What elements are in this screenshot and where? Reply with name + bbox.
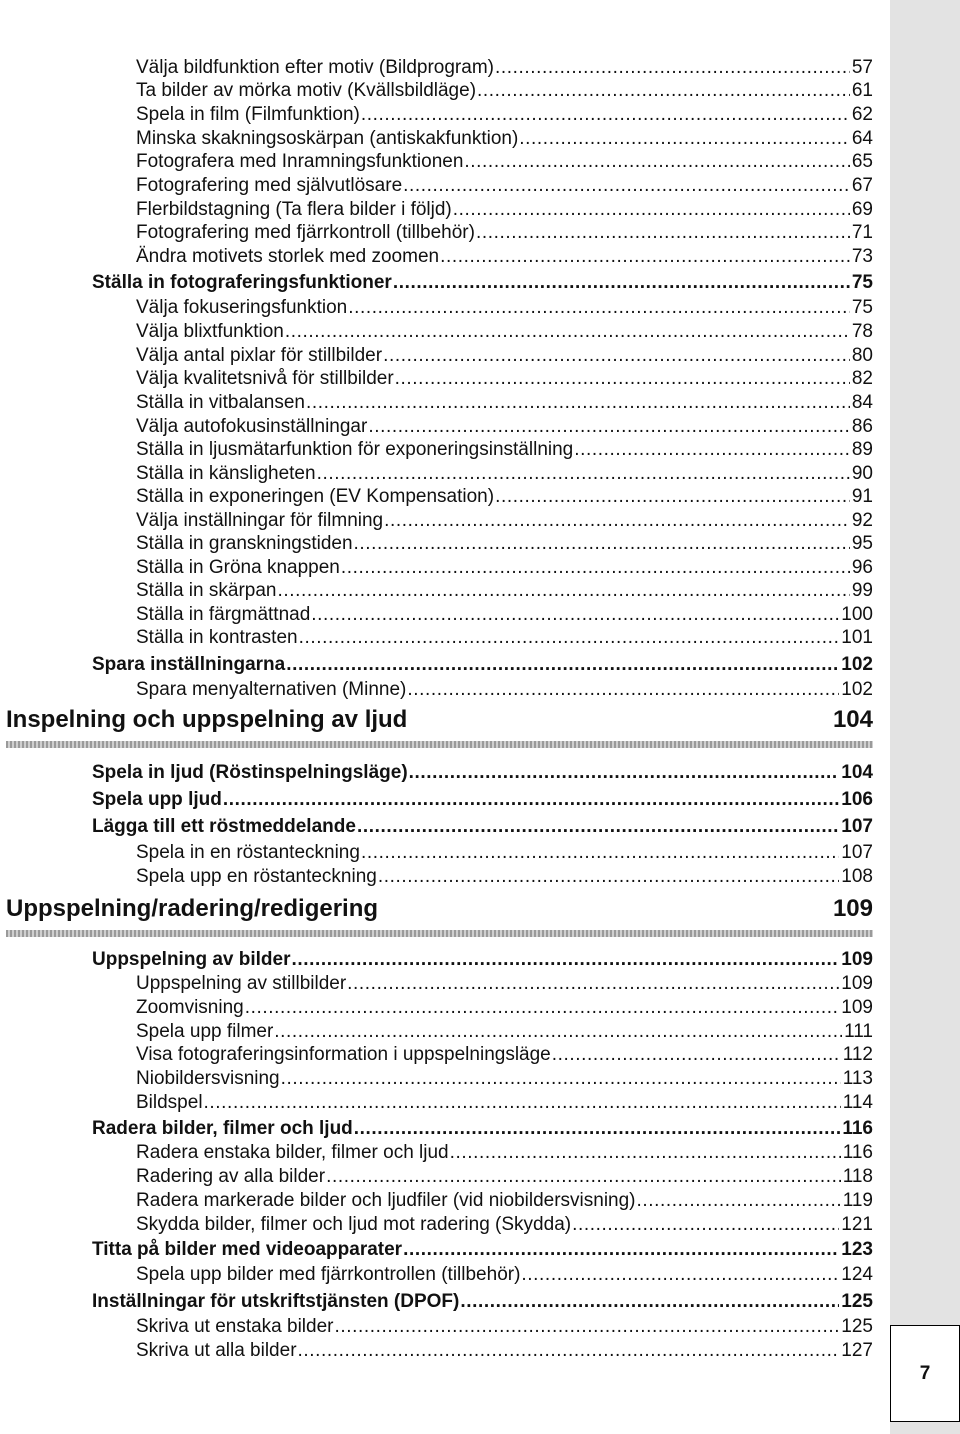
dot-leader	[354, 533, 850, 555]
dot-leader	[460, 1291, 839, 1313]
entry-title: Minska skakningsoskärpan (antiskakfunktion)	[136, 128, 519, 149]
entry-title: Zoomvisning	[136, 997, 244, 1018]
entry-title: Skriva ut alla bilder	[136, 1340, 297, 1361]
entry-page: 107	[841, 816, 873, 837]
entry-page: 80	[851, 345, 873, 366]
entry-page: 69	[851, 199, 873, 220]
toc-entry[interactable]	[136, 1264, 873, 1286]
toc-section-entry[interactable]	[92, 1291, 873, 1313]
toc-entry[interactable]	[136, 1190, 873, 1212]
toc-entry[interactable]	[136, 1044, 873, 1066]
entry-title: Spela in en röstanteckning	[136, 842, 360, 863]
toc-entry[interactable]	[136, 679, 873, 701]
dot-leader	[521, 1264, 839, 1286]
entry-title: Spela in ljud (Röstinspelningsläge)	[92, 762, 408, 783]
dot-leader	[378, 866, 839, 888]
toc-entry[interactable]	[136, 199, 873, 221]
dot-leader	[277, 580, 849, 602]
entry-page: 121	[841, 1214, 873, 1235]
toc-entry[interactable]	[136, 1166, 873, 1188]
entry-title: Ändra motivets storlek med zoomen	[136, 246, 440, 267]
toc-entry[interactable]	[136, 1316, 873, 1338]
toc-entry[interactable]	[136, 57, 873, 79]
dot-leader	[298, 1340, 840, 1362]
entry-page: 82	[851, 368, 873, 389]
entry-page: 99	[851, 580, 873, 601]
toc-entry[interactable]	[136, 439, 873, 461]
toc-section-entry[interactable]	[92, 949, 873, 971]
entry-title: Välja kvalitetsnivå för stillbilder	[136, 368, 394, 389]
entry-title: Ställa in fotograferingsfunktioner	[92, 272, 392, 293]
entry-page: 57	[851, 57, 873, 78]
dot-leader	[495, 57, 850, 79]
toc-entry[interactable]	[136, 1092, 873, 1114]
entry-page: 125	[841, 1291, 873, 1312]
toc-entry[interactable]	[136, 297, 873, 319]
dot-leader	[285, 321, 850, 343]
toc-entry[interactable]	[136, 151, 873, 173]
toc-entry[interactable]	[136, 866, 873, 888]
entry-title: Fotografera med Inramningsfunktionen	[136, 151, 464, 172]
entry-page: 89	[851, 439, 873, 460]
dot-leader	[476, 222, 850, 244]
entry-title: Flerbildstagning (Ta flera bilder i följd)	[136, 199, 452, 220]
chapter-title: Inspelning och uppspelning av ljud	[6, 706, 408, 733]
dot-leader	[361, 104, 850, 126]
entry-title: Titta på bilder med videoapparater	[92, 1239, 403, 1260]
entry-title: Välja fokuseringsfunktion	[136, 297, 348, 318]
entry-page: 91	[851, 486, 873, 507]
dot-leader	[326, 1166, 841, 1188]
entry-page: 84	[851, 392, 873, 413]
dot-leader	[395, 368, 850, 390]
chapter-rule	[6, 741, 873, 748]
entry-title: Spela upp ljud	[92, 789, 222, 810]
toc-entry[interactable]	[136, 1068, 873, 1090]
entry-page: 86	[851, 416, 873, 437]
toc-section-entry[interactable]	[92, 272, 873, 294]
entry-page: 96	[851, 557, 873, 578]
entry-title: Spela upp filmer	[136, 1021, 274, 1042]
dot-leader	[348, 297, 850, 319]
entry-page: 73	[851, 246, 873, 267]
entry-page: 127	[841, 1340, 873, 1361]
toc-entry[interactable]	[136, 1214, 873, 1236]
dot-leader	[407, 679, 839, 701]
dot-leader	[409, 762, 840, 784]
entry-title: Fotografering med fjärrkontroll (tillbehör)	[136, 222, 475, 243]
dot-leader	[311, 604, 839, 626]
dot-leader	[299, 627, 840, 649]
entry-title: Ställa in Gröna knappen	[136, 557, 340, 578]
entry-title: Radera enstaka bilder, filmer och ljud	[136, 1142, 449, 1163]
entry-title: Uppspelning av bilder	[92, 949, 291, 970]
toc-section-entry[interactable]	[92, 1118, 873, 1140]
dot-leader	[383, 345, 850, 367]
toc-entry[interactable]	[136, 842, 873, 864]
chapter-heading[interactable]	[6, 706, 873, 734]
entry-title: Ställa in vitbalansen	[136, 392, 305, 413]
entry-title: Spara inställningarna	[92, 654, 286, 675]
dot-leader	[519, 128, 850, 150]
entry-title: Bildspel	[136, 1092, 203, 1113]
entry-title: Spara menyalternativen (Minne)	[136, 679, 407, 700]
toc-entry[interactable]	[136, 175, 873, 197]
entry-page: 104	[841, 762, 873, 783]
entry-page: 116	[842, 1118, 873, 1139]
dot-leader	[384, 510, 850, 532]
page-number: 7	[919, 1362, 931, 1384]
page-number-tab	[890, 1325, 960, 1422]
dot-leader	[403, 1239, 839, 1261]
dot-leader	[306, 392, 850, 414]
entry-page: 125	[841, 1316, 873, 1337]
entry-title: Ta bilder av mörka motiv (Kvällsbildläge)	[136, 80, 477, 101]
entry-page: 90	[851, 463, 873, 484]
dot-leader	[464, 151, 849, 173]
chapter-page: 109	[832, 895, 873, 922]
dot-leader	[286, 654, 839, 676]
entry-title: Fotografering med självutlösare	[136, 175, 403, 196]
entry-page: 109	[841, 973, 873, 994]
toc-entry[interactable]	[136, 345, 873, 367]
entry-title: Radering av alla bilder	[136, 1166, 326, 1187]
entry-page: 61	[851, 80, 873, 101]
entry-page: 71	[851, 222, 873, 243]
entry-title: Välja bildfunktion efter motiv (Bildprogram)	[136, 57, 494, 78]
dot-leader	[341, 557, 850, 579]
entry-title: Ställa in kontrasten	[136, 627, 298, 648]
toc-entry[interactable]	[136, 486, 873, 508]
toc-entry[interactable]	[136, 222, 873, 244]
entry-page: 118	[842, 1166, 873, 1187]
entry-page: 113	[842, 1068, 873, 1089]
dot-leader	[574, 439, 850, 461]
dot-leader	[450, 1142, 841, 1164]
entry-page: 116	[842, 1142, 873, 1163]
dot-leader	[440, 246, 850, 268]
toc-entry[interactable]	[136, 321, 873, 343]
entry-title: Radera markerade bilder och ljudfiler (vid niobildersvisning)	[136, 1190, 636, 1211]
toc-section-entry[interactable]	[92, 816, 873, 838]
dot-leader	[477, 80, 850, 102]
entry-title: Ställa in granskningstiden	[136, 533, 353, 554]
entry-title: Skydda bilder, filmer och ljud mot radering (Skydda)	[136, 1214, 572, 1235]
entry-title: Spela upp bilder med fjärrkontrollen (tillbehör)	[136, 1264, 521, 1285]
entry-title: Spela in film (Filmfunktion)	[136, 104, 360, 125]
side-strip	[890, 0, 960, 1434]
chapter-rule	[6, 930, 873, 937]
toc-entry[interactable]	[136, 627, 873, 649]
entry-title: Ställa in färgmättnad	[136, 604, 311, 625]
dot-leader	[281, 1068, 841, 1090]
toc-entry[interactable]	[136, 580, 873, 602]
dot-leader	[357, 816, 839, 838]
entry-title: Ställa in exponeringen (EV Kompensation)	[136, 486, 495, 507]
entry-title: Spela upp en röstanteckning	[136, 866, 377, 887]
entry-title: Välja blixtfunktion	[136, 321, 284, 342]
entry-title: Radera bilder, filmer och ljud	[92, 1118, 353, 1139]
toc-entry[interactable]	[136, 1142, 873, 1164]
toc-entry[interactable]	[136, 463, 873, 485]
entry-page: 95	[851, 533, 873, 554]
toc-entry[interactable]	[136, 973, 873, 995]
toc-entry[interactable]	[136, 80, 873, 102]
entry-title: Skriva ut enstaka bilder	[136, 1316, 334, 1337]
dot-leader	[223, 789, 839, 811]
entry-page: 102	[841, 654, 873, 675]
entry-page: 78	[851, 321, 873, 342]
toc-entry[interactable]	[136, 368, 873, 390]
dot-leader	[453, 199, 850, 221]
toc-entry[interactable]	[136, 392, 873, 414]
entry-page: 75	[851, 297, 873, 318]
chapter-page: 104	[832, 706, 873, 733]
dot-leader	[495, 486, 850, 508]
toc-entry[interactable]	[136, 533, 873, 555]
entry-title: Ställa in känsligheten	[136, 463, 316, 484]
entry-page: 109	[841, 997, 873, 1018]
entry-page: 114	[842, 1092, 873, 1113]
entry-page: 75	[851, 272, 873, 293]
entry-page: 65	[851, 151, 873, 172]
entry-page: 106	[841, 789, 873, 810]
dot-leader	[361, 842, 839, 864]
entry-title: Inställningar för utskriftstjänsten (DPOF)	[92, 1291, 460, 1312]
entry-page: 112	[842, 1044, 873, 1065]
chapter-heading[interactable]	[6, 895, 873, 923]
entry-title: Lägga till ett röstmeddelande	[92, 816, 356, 837]
dot-leader	[245, 997, 840, 1019]
entry-page: 123	[841, 1239, 873, 1260]
toc-entry[interactable]	[136, 510, 873, 532]
dot-leader	[317, 463, 850, 485]
entry-title: Uppspelning av stillbilder	[136, 973, 347, 994]
entry-page: 67	[851, 175, 873, 196]
toc-entry[interactable]	[136, 1340, 873, 1362]
toc-entry[interactable]	[136, 246, 873, 268]
toc-section-entry[interactable]	[92, 654, 873, 676]
chapter-title: Uppspelning/radering/redigering	[6, 895, 379, 922]
entry-title: Visa fotograferingsinformation i uppspelningsläge	[136, 1044, 551, 1065]
toc-entry[interactable]	[136, 104, 873, 126]
entry-page: 108	[841, 866, 873, 887]
entry-page: 102	[841, 679, 873, 700]
toc-section-entry[interactable]	[92, 1239, 873, 1261]
dot-leader	[354, 1118, 841, 1140]
toc-entry[interactable]	[136, 128, 873, 150]
entry-title: Ställa in skärpan	[136, 580, 277, 601]
dot-leader	[347, 973, 839, 995]
dot-leader	[403, 175, 850, 197]
entry-title: Ställa in ljusmätarfunktion för exponeringsinställning	[136, 439, 574, 460]
dot-leader	[637, 1190, 841, 1212]
dot-leader	[291, 949, 839, 971]
entry-title: Välja antal pixlar för stillbilder	[136, 345, 383, 366]
toc-entry[interactable]	[136, 1021, 873, 1043]
dot-leader	[572, 1214, 839, 1236]
entry-page: 62	[851, 104, 873, 125]
dot-leader	[368, 416, 850, 438]
dot-leader	[204, 1092, 841, 1114]
entry-page: 109	[841, 949, 873, 970]
dot-leader	[335, 1316, 840, 1338]
entry-page: 92	[851, 510, 873, 531]
entry-page: 64	[851, 128, 873, 149]
entry-page: 124	[841, 1264, 873, 1285]
entry-title: Välja autofokusinställningar	[136, 416, 368, 437]
toc-entry[interactable]	[136, 997, 873, 1019]
entry-title: Niobildersvisning	[136, 1068, 280, 1089]
entry-page: 111	[844, 1021, 873, 1042]
toc-entry[interactable]	[136, 557, 873, 579]
entry-title: Välja inställningar för filmning	[136, 510, 384, 531]
dot-leader	[274, 1021, 842, 1043]
toc-section-entry[interactable]	[92, 789, 873, 811]
entry-page: 119	[842, 1190, 873, 1211]
entry-page: 107	[841, 842, 873, 863]
toc-entry[interactable]	[136, 416, 873, 438]
entry-page: 101	[841, 627, 873, 648]
toc-entry[interactable]	[136, 604, 873, 626]
dot-leader	[552, 1044, 841, 1066]
toc-section-entry[interactable]	[92, 762, 873, 784]
entry-page: 100	[841, 604, 873, 625]
dot-leader	[393, 272, 850, 294]
